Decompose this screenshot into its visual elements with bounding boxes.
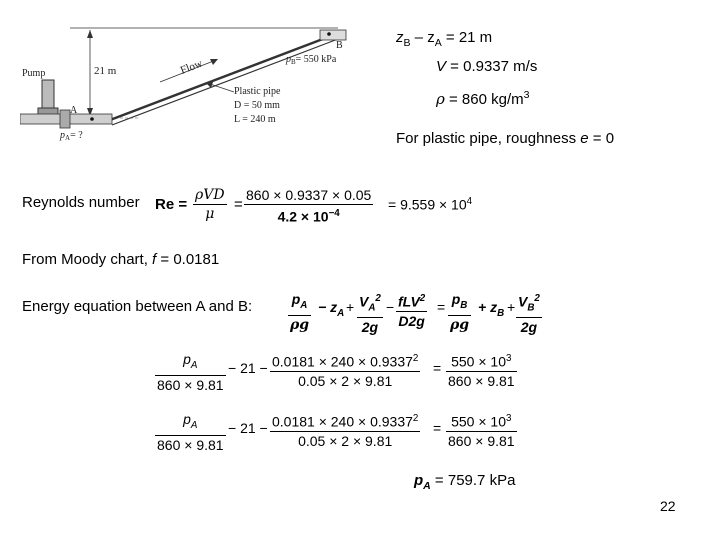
row2-fraction-pa: $p_A$ 860 × 9.81 (157, 411, 224, 453)
row2-fraction-friction: $0.0181 \times 240 \times 0.9337^2$ 0.05 × 2 × 9.81 (272, 413, 419, 449)
pipe-length: L = 240 m (234, 114, 276, 125)
energy-eq: = (437, 299, 446, 315)
energy-plus-1: + (346, 299, 355, 315)
energy-term-vb: $V_B^2$ 2g (518, 293, 540, 336)
roughness-text: For plastic pipe, roughness e = 0 (396, 130, 615, 147)
pump-label: Pump (22, 68, 46, 79)
reynolds-fraction-2: 860 × 0.9337 × 0.05 $4.2 \times 10^{-4}$ (246, 187, 372, 225)
energy-term-pA: $p_A$ ρg (290, 291, 310, 333)
energy-plus-2: + (507, 299, 516, 315)
point-a-label: A (70, 105, 78, 116)
flow-label: Flow (178, 57, 205, 77)
page-number: 22 (660, 498, 676, 514)
row1-fraction-friction: $0.0181 \times 240 \times 0.9337^2$ 0.05 × 2 × 9.81 (272, 353, 419, 389)
point-b-label: B (336, 40, 343, 51)
energy-minus-2: − (386, 299, 395, 315)
row1-fraction-pa: $p_A$ 860 × 9.81 (157, 351, 224, 393)
reynolds-label: Reynolds number (22, 194, 140, 211)
pa-label: $p_A=$ ? (60, 130, 83, 142)
height-label: 21 m (94, 65, 117, 77)
moody-text: From Moody chart, f = 0.0181 (22, 251, 220, 268)
pipe-diameter: D = 50 mm (234, 100, 280, 111)
energy-term-va: $V_A^2$ 2g (359, 293, 381, 336)
row1-eq: = (433, 360, 442, 376)
row2-fraction-pb: $550 \times 10^3$ 860 × 9.81 (448, 413, 515, 449)
reynolds-result: = $9.559 \times 10^4$ (388, 196, 473, 213)
energy-term-pB: $p_B$ ρg (450, 291, 470, 333)
pb-label: $p_B= 550$ kPa (286, 54, 337, 66)
energy-term-friction: fLV$^2$ D2g (398, 293, 426, 329)
pipe-figure (20, 12, 380, 152)
row2-eq: = (433, 420, 442, 436)
energy-minus-za: − $z_A$ (318, 299, 345, 319)
row2-minus: − 21 − (228, 420, 268, 436)
elevation-difference: $z_B - z_A = 21$ m (396, 29, 493, 49)
reynolds-eq: = (234, 196, 243, 213)
pipe-label: Plastic pipe (234, 86, 281, 97)
reynolds-fraction-1: ρVD μ (195, 187, 225, 222)
result-pa: $p_A = 759.7$ kPa (414, 472, 516, 492)
energy-label: Energy equation between A and B: (22, 298, 253, 315)
density-value: ρ = 860 $kg/m^3$ (436, 89, 530, 108)
reynolds-symbol: Re = (155, 196, 188, 213)
energy-plus-zb: + $z_B$ (478, 299, 505, 319)
row1-minus: − 21 − (228, 360, 268, 376)
row1-fraction-pb: $550 \times 10^3$ 860 × 9.81 (448, 353, 515, 389)
velocity-value: V = 0.9337 m/s (436, 58, 538, 75)
